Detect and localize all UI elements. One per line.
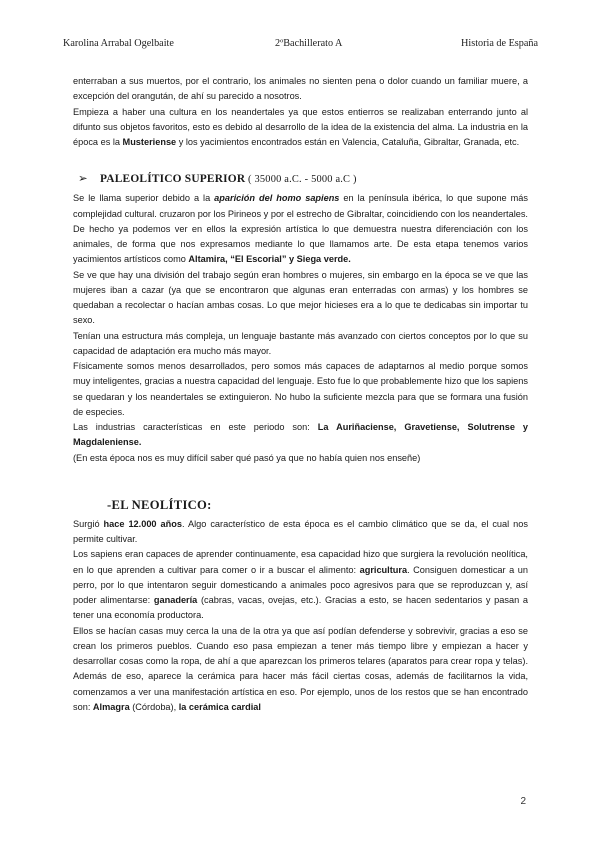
industries-list: La Auriñaciense, Gravetiense, Solutrense y Magdaleniense. bbox=[73, 422, 529, 448]
section1-paragraph-5 bbox=[73, 420, 528, 451]
page-number: 2 bbox=[520, 796, 526, 807]
document-body bbox=[73, 74, 528, 715]
term-ganaderia: ganadería bbox=[153, 595, 198, 605]
industry-musteriense: Musteriense bbox=[122, 137, 177, 147]
sites-list: Altamira, “El Escorial” y Siega verde. bbox=[188, 254, 351, 265]
section2-paragraph-2 bbox=[73, 547, 528, 623]
site-almagra: Almagra bbox=[92, 701, 130, 712]
section-heading-neolitico: -EL NEOLÍTICO: bbox=[107, 497, 212, 512]
section1-paragraph-2: Se ve que hay una división del trabajo según eran hombres o mujeres, sin embargo en la época se ve que las mujeres iban a cazar (ya que se encontraron que algunas eran enterradas con armas) y los hombres se quedaban a recolectar o hacían ambas cosas. Lo que mejor hicieses era a lo que te dedicabas sin importar tu sexo. bbox=[73, 269, 528, 326]
section1-paragraph-4: Físicamente somos menos desarrollados, pero somos más capaces de adaptarnos al medio porque somos muy inteligentes, gracias a nuestra capacidad del lenguaje. Esto fue lo que probablemente hizo que los sapiens se quedaran y los neandertales se extinguieron. No hubo la suficiente mezcla para que se formara una fusión de especies. bbox=[73, 361, 528, 417]
section1-paragraph-6: (En esta época nos es muy difícil saber qué pasó ya que no había quien nos enseñe) bbox=[73, 452, 421, 463]
term-ceramica-cardial: la cerámica cardial bbox=[178, 701, 261, 712]
section-heading-paleolitico-superior bbox=[78, 171, 528, 188]
section-dates: ( 35000 a.C. - 5000 a.C ) bbox=[245, 174, 357, 186]
section1-paragraph-3: Tenían una estructura más compleja, un lenguaje bastante más avanzado con ciertos conceptos por lo que su capacidad de adaptación era mucho más mayor. bbox=[73, 330, 528, 356]
text-span: Las industrias características en este periodo son: bbox=[73, 422, 318, 432]
section1-paragraph-1 bbox=[73, 191, 528, 267]
date-emphasis: hace 12.000 años bbox=[103, 518, 182, 529]
text-span: Los sapiens eran capaces de aprender continuamente, esa capacidad hizo que surgiera la revolución neolítica, en lo que aprenden a cultivar para comer o ir a buscar el alimento: bbox=[73, 549, 528, 575]
text-span: Surgió bbox=[73, 518, 104, 529]
text-span: (Córdoba), bbox=[129, 701, 179, 712]
text-span: Se le llama superior debido a la bbox=[73, 193, 215, 204]
text-span: Ellos se hacían casas muy cerca la una de la otra ya que así podían defenderse y sobrevivir, gracias a eso se crean los primeros pueblos. Cuando eso pasa empiezan a tener más tiempo libre y empiezan a hacer y desarrollar cosas como la ropa, de ahí a que aparezcan los primeros telares (aparatos para crear ropa y telas). Además de eso, aparece la cerámica para hacer más fácil ciertas cosas, además de facilitarnos la vida, comenzamos a ver una manifestación artística en eso. Por ejemplo, unos de los restos que se han encontrado son: bbox=[73, 625, 528, 712]
intro-paragraph-2 bbox=[73, 105, 528, 151]
term-agricultura: agricultura bbox=[359, 564, 408, 575]
header-author: Karolina Arrabal Ogelbaite bbox=[63, 38, 174, 49]
intro-paragraph-1: enterraban a sus muertos, por el contrario, los animales no sienten pena o dolor cuando un familiar muere, a excepción del orangután, de ahí su parecido a nosotros. bbox=[73, 76, 528, 102]
section2-paragraph-3 bbox=[73, 624, 528, 716]
text-span: . Algo característico de esta época es el cambio climático que se da, el cual nos permite cultivar. bbox=[73, 518, 528, 544]
text-span: en la península ibérica, lo que supone más complejidad cultural. cruzaron por los Pirineos y por el estrecho de Gibraltar, coincidiendo con los neandertales. De hecho ya podemos ver en ellos la expresión artística lo que demuestra nuestra diferenciación con los animales, de forma que nos expresamos mediante lo que llamamos arte. De esta etapa tenemos varios yacimientos artísticos como bbox=[73, 193, 528, 265]
text-span: y los yacimientos encontrados están en Valencia, Cataluña, Gibraltar, Granada, etc. bbox=[176, 137, 520, 147]
section-title: PALEOLÍTICO SUPERIOR bbox=[100, 173, 246, 186]
emphasis-homo-sapiens: aparición del homo sapiens bbox=[214, 193, 340, 204]
header-course: 2ºBachillerato A bbox=[275, 38, 343, 49]
text-span: Empieza a haber una cultura en los neandertales ya que estos entierros se realizaban enterrando junto al difunto sus objetos favoritos, esto es debido al desarrollo de la idea de la existencia del alma. La industria en la época es la bbox=[73, 106, 528, 147]
section2-paragraph-1 bbox=[73, 517, 528, 548]
arrow-bullet-icon: ➢ bbox=[78, 173, 88, 186]
header-subject: Historia de España bbox=[461, 38, 538, 49]
text-span: (cabras, vacas, ovejas, etc.). Gracias a esto, se hacen sedentarios y pasan a tener una economía productora. bbox=[73, 595, 528, 621]
text-span: . Consiguen domesticar a un perro, por lo que intentaron seguir domesticando a animales poco agresivos para que se reproduzcan y, así poder alimentarse: bbox=[73, 564, 528, 605]
page-header bbox=[63, 38, 538, 52]
